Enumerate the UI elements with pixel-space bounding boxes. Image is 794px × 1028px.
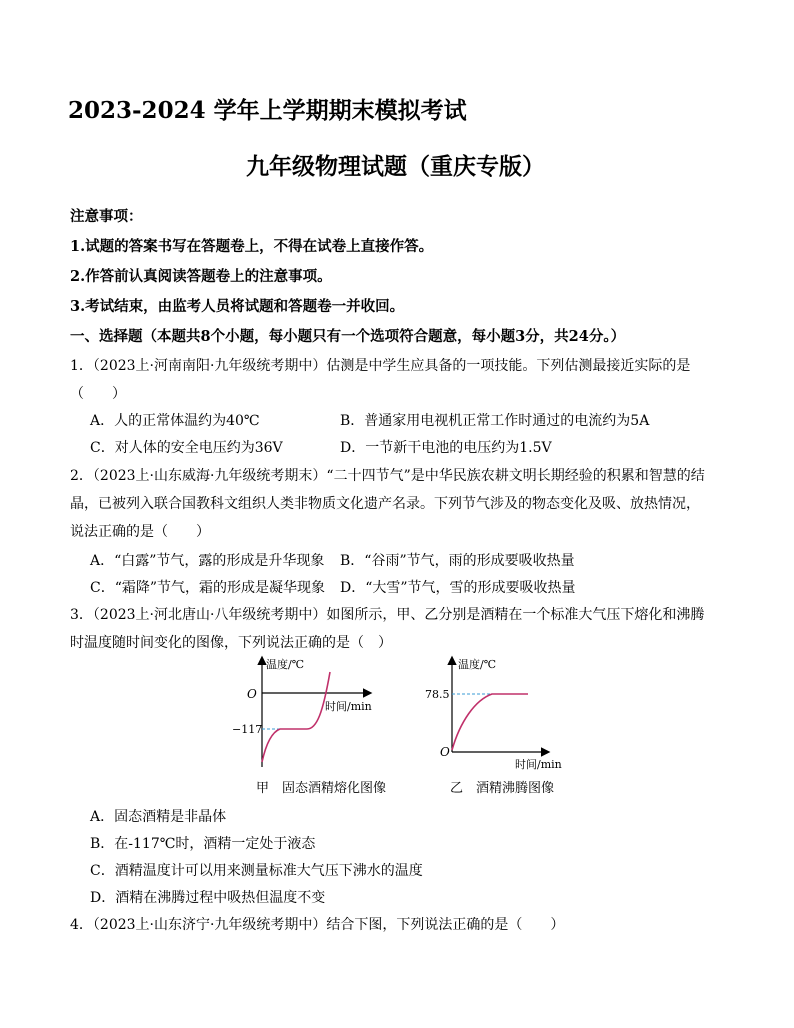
q2-stem-line1: 2．（2023上·山东威海·九年级统考期末）“二十四节气”是中华民族农耕文明长期经验的积累和智慧的结 — [70, 468, 705, 484]
melting-caption: 甲 固态酒精熔化图像 — [256, 781, 387, 796]
melting-origin-label: O — [247, 687, 257, 701]
q2-stem-line2: 晶，已被列入联合国教科文组织人类非物质文化遗产名录。下列节气涉及的物态变化及吸、放热情况， — [70, 496, 700, 512]
q3-option-a: A．固态酒精是非晶体 — [90, 809, 227, 825]
notice-item-3: 3.考试结束，由监考人员将试题和答题卷一并收回。 — [70, 298, 405, 315]
q1-option-b: B．普通家用电视机正常工作时通过的电流约为5A — [340, 413, 650, 429]
boiling-caption: 乙 酒精沸腾图像 — [450, 781, 555, 796]
q1-option-a: A．人的正常体温约为40℃ — [90, 413, 260, 429]
notice-item-1: 1.试题的答案书写在答题卷上，不得在试卷上直接作答。 — [70, 238, 434, 255]
boiling-origin-label: O — [440, 745, 450, 759]
melting-chart — [220, 652, 400, 800]
page-subtitle: 九年级物理试题（重庆专版） — [246, 153, 545, 180]
q2-option-a: A．“白露”节气，露的形成是升华现象 — [90, 553, 325, 569]
boiling-curve — [452, 694, 528, 750]
q1-stem-line2: （ ） — [70, 386, 126, 402]
boiling-chart — [420, 652, 580, 800]
q3-option-c: C．酒精温度计可以用来测量标准大气压下沸水的温度 — [90, 863, 423, 879]
boiling-y-marked: 78.5 — [425, 688, 450, 701]
notice-item-2: 2.作答前认真阅读答题卷上的注意事项。 — [70, 268, 332, 285]
q1-option-c: C．对人体的安全电压约为36V — [90, 440, 283, 456]
boiling-xlabel: 时间/min — [515, 758, 562, 771]
melting-curve — [262, 672, 330, 762]
q2-option-d: D．“大雪”节气，雪的形成要吸收热量 — [340, 580, 576, 596]
q2-option-b: B．“谷雨”节气，雨的形成要吸收热量 — [340, 553, 575, 569]
q4-stem-line1: 4．（2023上·山东济宁·九年级统考期中）结合下图，下列说法正确的是（ ） — [70, 917, 565, 933]
boiling-ylabel: 温度/℃ — [458, 658, 497, 671]
melting-y-marked: −117 — [232, 723, 263, 736]
q2-option-c: C．“霜降”节气，霜的形成是凝华现象 — [90, 580, 326, 596]
melting-ylabel: 温度/℃ — [266, 658, 305, 671]
melting-xlabel: 时间/min — [325, 700, 372, 713]
q3-stem-line1: 3．（2023上·河北唐山·八年级统考期中）如图所示，甲、乙分别是酒精在一个标准大气压下熔化和沸腾 — [70, 607, 705, 623]
section-heading: 一、选择题（本题共8个小题，每小题只有一个选项符合题意，每小题3分，共24分。） — [70, 328, 626, 345]
q3-stem-line2: 时温度随时间变化的图像，下列说法正确的是（ ） — [70, 635, 392, 651]
q1-option-d: D．一节新干电池的电压约为1.5V — [340, 440, 552, 456]
q1-stem-line1: 1．（2023上·河南南阳·九年级统考期中）估测是中学生应具备的一项技能。下列估测最接近实际的是 — [70, 358, 691, 374]
notice-heading: 注意事项： — [70, 208, 143, 225]
q3-option-d: D．酒精在沸腾过程中吸热但温度不变 — [90, 890, 326, 906]
q3-option-b: B．在-117℃时，酒精一定处于液态 — [90, 836, 316, 852]
page-title: 2023-2024 学年上学期期末模拟考试 — [68, 97, 467, 124]
q2-stem-line3: 说法正确的是（ ） — [70, 524, 210, 540]
